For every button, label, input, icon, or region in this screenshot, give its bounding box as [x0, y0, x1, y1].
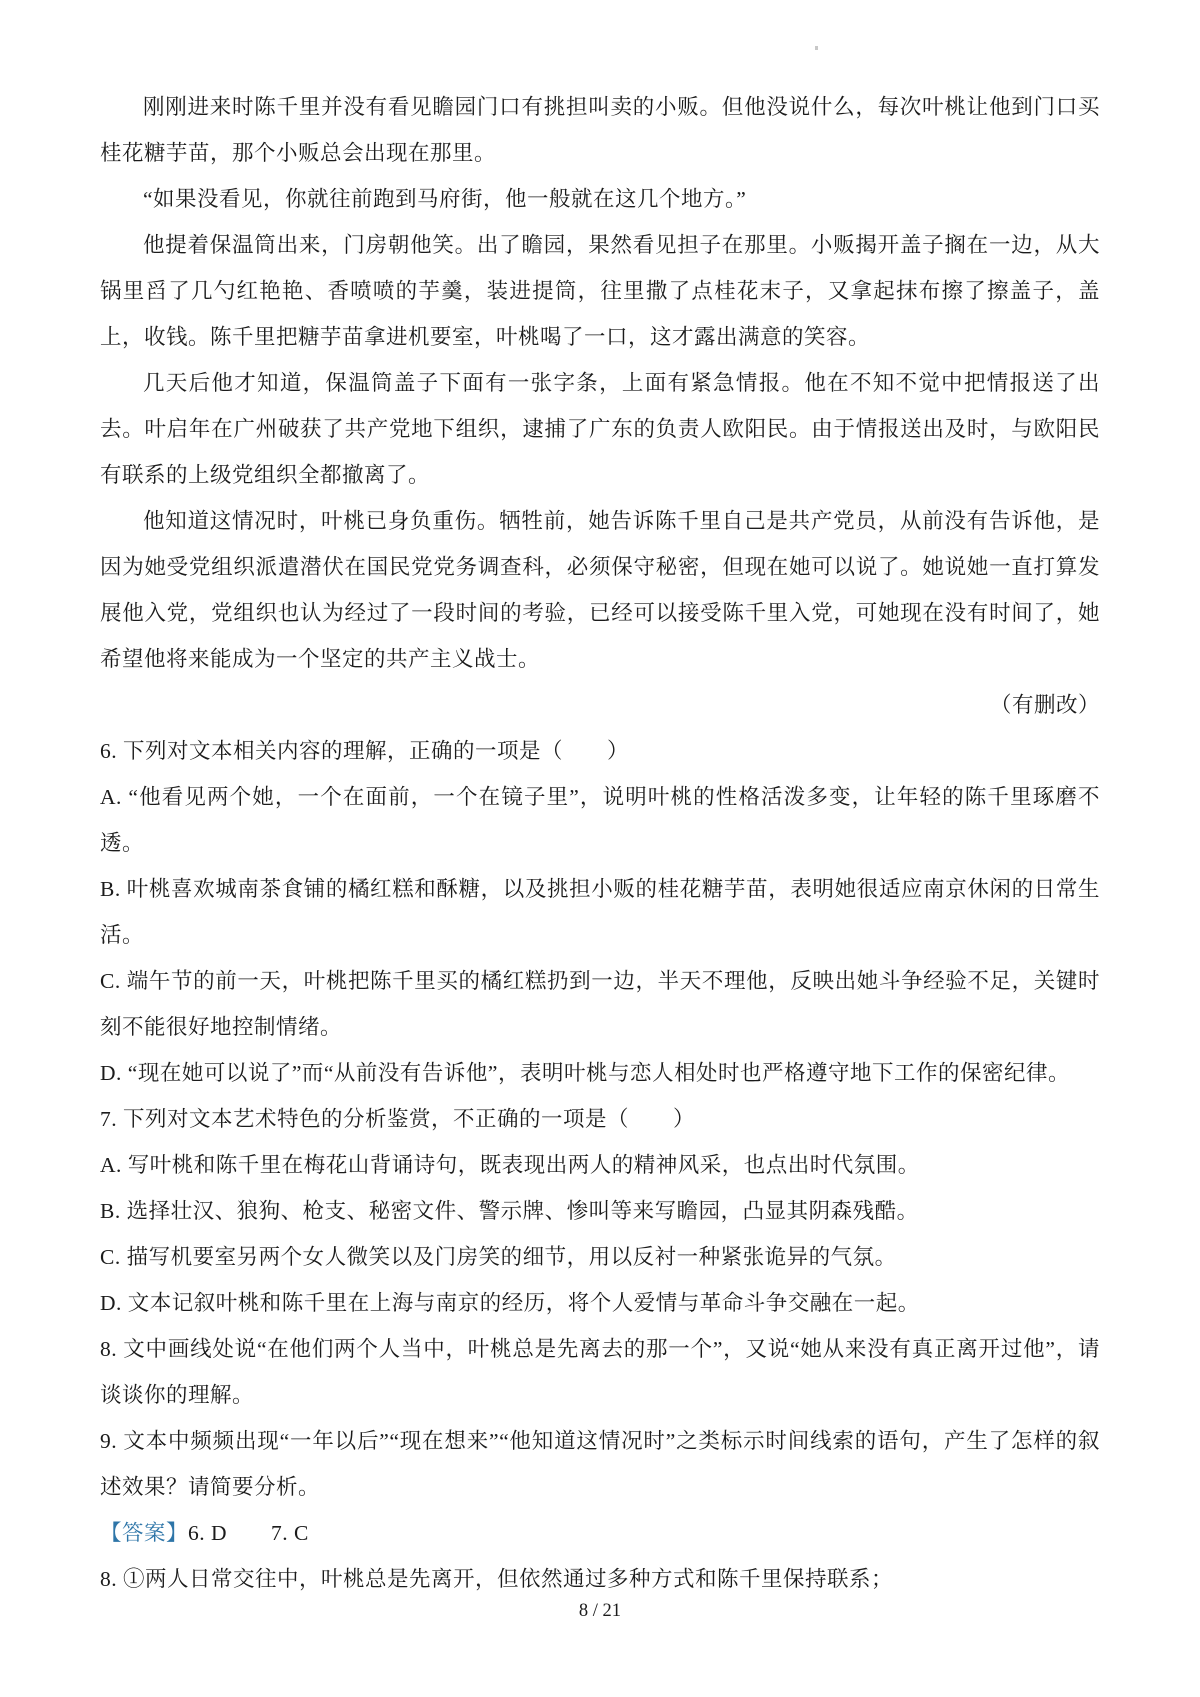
story-paragraph-4: 几天后他才知道，保温筒盖子下面有一张字条，上面有紧急情报。他在不知不觉中把情报送了出去。叶启年在广州破获了共产党地下组织，逮捕了广东的负责人欧阳民。由于情报送出及时，与欧阳民有联系的上级党组织全都撤离了。: [100, 371, 1100, 487]
question-7-option-d: D. 文本记叙叶桃和陈千里在上海与南京的经历，将个人爱情与革命斗争交融在一起。: [100, 1291, 920, 1315]
attribution-note: （有删改）: [989, 693, 1100, 717]
story-paragraph-1: 刚刚进来时陈千里并没有看见瞻园门口有挑担叫卖的小贩。但他没说什么，每次叶桃让他到门口买桂花糖芋苗，那个小贩总会出现在那里。: [100, 95, 1100, 165]
answer-label: 【答案】: [100, 1521, 189, 1545]
question-7-stem: 7. 下列对文本艺术特色的分析鉴赏，不正确的一项是（ ）: [100, 1107, 696, 1131]
page-footer: [0, 1601, 1200, 1622]
question-8-stem: 8. 文中画线处说“在他们两个人当中，叶桃总是先离去的那一个”，又说“她从来没有真正离开过他”，请谈谈你的理解。: [100, 1337, 1100, 1407]
question-6-option-d: D. “现在她可以说了”而“从前没有告诉他”，表明叶桃与恋人相处时也严格遵守地下工作的保密纪律。: [100, 1061, 1070, 1085]
question-7-option-b: B. 选择壮汉、狼狗、枪支、秘密文件、警示牌、惨叫等来写瞻园，凸显其阴森残酷。: [100, 1199, 919, 1223]
answer-8-line: 8. ①两人日常交往中，叶桃总是先离开，但依然通过多种方式和陈千里保持联系；: [100, 1567, 894, 1591]
answer-choices: 6. D 7. C: [188, 1521, 309, 1545]
question-7-option-c: C. 描写机要室另两个女人微笑以及门房笑的细节，用以反衬一种紧张诡异的气氛。: [100, 1245, 897, 1269]
question-9-stem: 9. 文本中频频出现“一年以后”“现在想来”“他知道这情况时”之类标示时间线索的语句，产生了怎样的叙述效果？请简要分析。: [100, 1429, 1100, 1499]
story-paragraph-2-quote: “如果没看见，你就往前跑到马府街，他一般就在这几个地方。”: [143, 187, 747, 211]
page-number: 8 / 21: [578, 1601, 622, 1621]
answer-line: [100, 1510, 1100, 1556]
scan-artifact-dot: [815, 46, 818, 50]
story-paragraph-3: 他提着保温筒出来，门房朝他笑。出了瞻园，果然看见担子在那里。小贩揭开盖子搁在一边，从大锅里舀了几勺红艳艳、香喷喷的芋羹，装进提筒，往里撒了点桂花末子，又拿起抹布擦了擦盖子，盖上，收钱。陈千里把糖芋苗拿进机要室，叶桃喝了一口，这才露出满意的笑容。: [100, 233, 1100, 349]
question-6-option-a: A. “他看见两个她，一个在面前，一个在镜子里”，说明叶桃的性格活泼多变，让年轻的陈千里琢磨不透。: [100, 785, 1100, 855]
question-7-option-a: A. 写叶桃和陈千里在梅花山背诵诗句，既表现出两人的精神风采，也点出时代氛围。: [100, 1153, 920, 1177]
story-paragraph-5: 他知道这情况时，叶桃已身负重伤。牺牲前，她告诉陈千里自己是共产党员，从前没有告诉他，是因为她受党组织派遣潜伏在国民党党务调查科，必须保守秘密，但现在她可以说了。她说她一直打算发展他入党，党组织也认为经过了一段时间的考验，已经可以接受陈千里入党，可她现在没有时间了，她希望他将来能成为一个坚定的共产主义战士。: [100, 509, 1100, 671]
question-6-option-c: C. 端午节的前一天，叶桃把陈千里买的橘红糕扔到一边，半天不理他，反映出她斗争经验不足，关键时刻不能很好地控制情绪。: [100, 969, 1100, 1039]
question-6-option-b: B. 叶桃喜欢城南茶食铺的橘红糕和酥糖，以及挑担小贩的桂花糖芋苗，表明她很适应南京休闲的日常生活。: [100, 877, 1100, 947]
question-6-stem: 6. 下列对文本相关内容的理解，正确的一项是（ ）: [100, 739, 630, 763]
